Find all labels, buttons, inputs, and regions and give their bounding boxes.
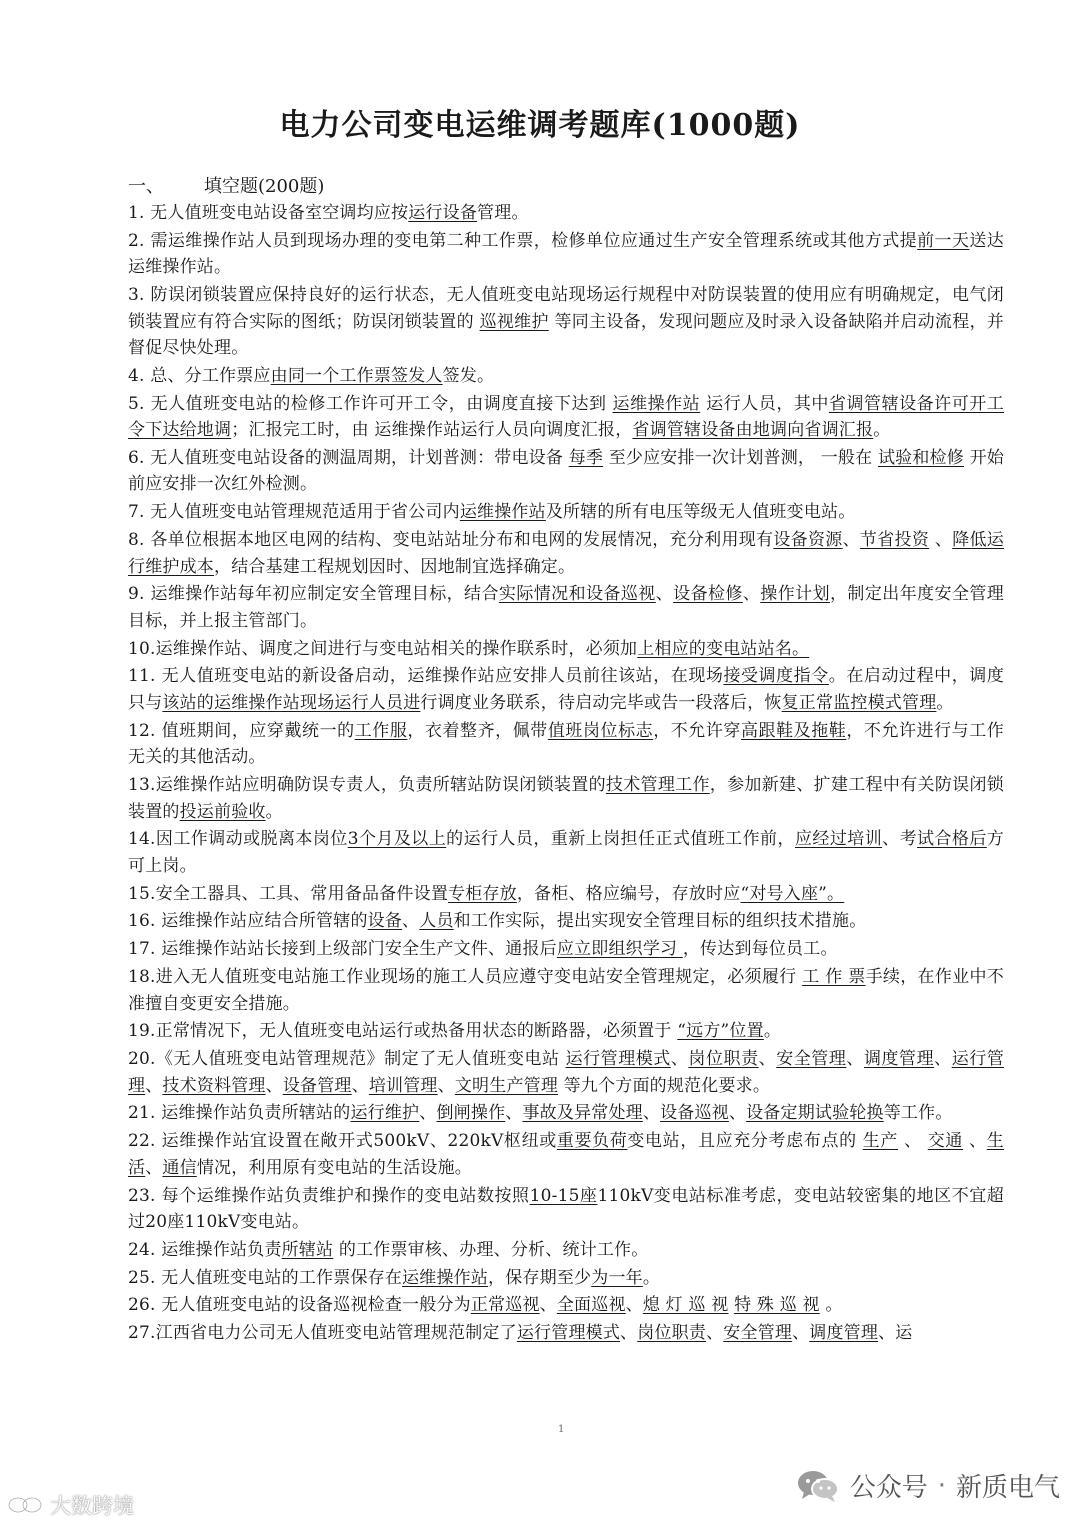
question-text: ，不允许进行与工作无关的其他活动。 xyxy=(128,720,1004,768)
question-text: 11. 无人值班变电站的新设备启动，运维操作站应安排人员前往该站，在现场 xyxy=(128,666,724,687)
question-text: 1. 无人值班变电站设备室空调均应按 xyxy=(128,203,409,223)
answer-blank: 通信 xyxy=(162,1157,197,1178)
watermark-prefix: 公众号 xyxy=(849,1473,928,1503)
answer-blank: 设备巡视 xyxy=(660,1103,729,1124)
wechat-icon xyxy=(796,1468,840,1504)
question-text: 等九个方面的规范化要求。 xyxy=(558,1075,771,1096)
answer-blank: 运维操作站 xyxy=(402,1267,489,1288)
question-item xyxy=(128,581,1004,634)
answer-blank: 试验和检修 xyxy=(877,447,964,468)
question-text: 21. 运维操作站负责所辖站的 xyxy=(128,1103,351,1124)
question-text: 、 xyxy=(505,1103,523,1124)
question-text: 2. 需运维操作站人员到现场办理的变电第二种工作票，检修单位应通过生产安全管理系统或其他方式提 xyxy=(128,230,918,251)
question-item xyxy=(128,964,1004,1017)
question-text: 19.正常情况下，无人值班变电站运行或热备用状态的断路器，必须置于 xyxy=(128,1021,678,1042)
question-text: 7. 无人值班变电站管理规范适用于省公司内 xyxy=(128,502,460,523)
answer-blank: 安全管理 xyxy=(776,1049,847,1070)
question-text: 20.《无人值班变电站管理规范》制定了无人值班变电站 xyxy=(128,1049,566,1070)
answer-blank: 复正常监控模式管理 xyxy=(781,692,937,713)
question-text: 、 xyxy=(145,1157,163,1178)
answer-blank: 生产 xyxy=(862,1131,899,1152)
answer-blank: 巡视维护 xyxy=(479,311,549,332)
answer-blank: 技术管理工作 xyxy=(605,775,710,796)
watermark-separator: · xyxy=(937,1470,946,1501)
chain-logo-icon xyxy=(6,1493,44,1517)
question-item xyxy=(128,772,1004,825)
question-text: 3. 防误闭锁装置应保持良好的运行状态，无人值班变电站现场运行规程中对防误装置的使用应有明确规定，电气闭锁装置应有符合实际的图纸；防误闭锁装置的 xyxy=(128,285,1004,332)
answer-blank: 10-15座 xyxy=(529,1185,598,1206)
question-text: 17. 运维操作站站长接到上级部门安全生产文件、通报后 xyxy=(128,939,557,960)
question-text: 、 xyxy=(620,1323,638,1344)
answer-blank: 文明生产管理 xyxy=(454,1075,559,1096)
question-text: 、 xyxy=(742,584,761,605)
question-text: 。在启动过程中，调度只与 xyxy=(128,666,1005,713)
question-text: 行调度业务联系，待启动完毕或告一段落后，恢 xyxy=(420,692,782,713)
answer-blank: 全面巡视 xyxy=(556,1295,626,1316)
question-text: 、 xyxy=(437,1075,455,1096)
question-item xyxy=(128,1265,1004,1292)
page-number: 1 xyxy=(558,1424,565,1435)
answer-blank: 接受调度指令 xyxy=(723,666,829,687)
answer-blank: 运行设备 xyxy=(408,203,478,223)
answer-blank: 降低运行维护成本 xyxy=(128,530,1005,577)
question-text: 、 xyxy=(758,1049,777,1070)
question-text: 15.安全工器具、工具、常用备品备件设置 xyxy=(128,883,449,904)
question-text: 、 xyxy=(728,1103,747,1124)
answer-blank: 运行管理模式 xyxy=(565,1049,671,1070)
answer-blank: 事故及异常处理 xyxy=(522,1103,643,1124)
section-heading xyxy=(128,172,324,198)
answer-blank: 高跟鞋及拖鞋 xyxy=(740,720,847,741)
question-item xyxy=(128,527,1004,580)
question-item xyxy=(128,445,1004,498)
question-item xyxy=(128,391,1004,444)
question-text: 。 xyxy=(763,1021,782,1042)
question-text: 8. 各单位根据本地区电网的结构、变电站站址分布和电网的发展情况，充分利用现有 xyxy=(128,530,774,551)
question-text: 至少应安排一次计划普测， 一般在 xyxy=(603,447,878,468)
answer-blank: 倒闸操作 xyxy=(436,1103,506,1124)
question-text: 。 xyxy=(819,1295,843,1316)
question-item xyxy=(128,282,1004,362)
question-text: 110kV变电站标准考虑，变电站较密集的地区不宜超过20座110kV变电站。 xyxy=(128,1185,1004,1233)
question-text: 、 xyxy=(625,1295,643,1316)
answer-blank: 技术资料管理 xyxy=(162,1075,266,1096)
question-item xyxy=(128,1292,1004,1319)
answer-blank: 所辖站 xyxy=(281,1239,334,1260)
question-text: ，备柜、格应编号，存放时应 xyxy=(516,883,741,904)
answer-blank: 每季 xyxy=(568,447,604,468)
answer-blank: 应立即组织学习 xyxy=(556,939,683,960)
question-text: 、 xyxy=(846,1049,864,1070)
answer-blank: 设备 xyxy=(367,911,403,932)
answer-blank: 岗位职责 xyxy=(688,1049,759,1070)
answer-blank: 专柜存放 xyxy=(448,883,517,904)
answer-blank: 重要负荷 xyxy=(556,1131,628,1152)
question-item xyxy=(128,1237,1004,1264)
question-text: ，保存期至少 xyxy=(488,1267,592,1288)
question-text: 、 xyxy=(351,1075,369,1096)
answer-blank: 熄 灯 巡 视 xyxy=(642,1295,729,1316)
question-text: 、 xyxy=(929,530,953,551)
question-list xyxy=(128,200,1004,1348)
question-item xyxy=(128,663,1004,716)
answer-blank: “对号入座”。 xyxy=(740,883,845,904)
answer-blank: 设备定期试验轮换 xyxy=(746,1103,884,1124)
answer-blank: 正常巡视 xyxy=(470,1295,540,1316)
question-text: 。 xyxy=(642,1267,661,1288)
answer-blank: 运行维护 xyxy=(350,1103,420,1124)
question-text: 、 xyxy=(539,1295,557,1316)
question-item xyxy=(128,363,1004,390)
question-text: 。 xyxy=(265,801,283,822)
answer-blank: 调度管理 xyxy=(863,1049,935,1070)
question-text: 。 xyxy=(873,420,891,441)
question-text: 5. 无人值班变电站的检修工作许可开工令，由调度直接下达到 xyxy=(128,393,613,414)
answer-blank: 岗位职责 xyxy=(637,1323,707,1344)
answer-blank: 应经过培训 xyxy=(794,829,883,850)
question-text: 、 xyxy=(842,530,860,551)
question-item xyxy=(128,636,1004,663)
question-text: 等工作。 xyxy=(883,1103,953,1124)
question-text: 、 xyxy=(402,911,420,932)
answer-blank: 操作计划 xyxy=(760,584,830,605)
question-text: 13.运维操作站应明确防误专责人，负责所辖站防误闭锁装置的 xyxy=(128,775,606,796)
answer-blank: 该站的运维操作站现场运行人员进 xyxy=(162,692,421,713)
answer-blank: 运行管理 xyxy=(128,1049,1005,1096)
question-text: 、 xyxy=(145,1075,163,1096)
question-item xyxy=(128,908,1004,935)
question-text: 、 xyxy=(963,1131,987,1152)
answer-blank: 调度管理 xyxy=(809,1323,879,1344)
answer-blank: 设备资源 xyxy=(773,530,843,551)
question-text: 运行人员，其中 xyxy=(700,393,829,414)
watermark-left-text: 大数跨境 xyxy=(50,1494,134,1518)
question-text: 27.江西省电力公司无人值班变电站管理规范制定了 xyxy=(128,1323,517,1344)
question-text: 22. 运维操作站宜设置在敞开式500kV、220kV枢纽或 xyxy=(128,1131,557,1152)
question-item xyxy=(128,228,1004,281)
question-text: 、 xyxy=(655,584,674,605)
question-text: 开始前应安排一次红外检测。 xyxy=(128,447,1004,495)
question-text: 情况，利用原有变电站的生活设施。 xyxy=(196,1157,473,1178)
question-text: 。 xyxy=(936,692,954,713)
answer-blank: 投运前验收 xyxy=(179,801,266,822)
question-text: 25. 无人值班变电站的工作票保存在 xyxy=(128,1267,403,1288)
question-text: 9. 运维操作站每年初应制定安全管理目标，结合 xyxy=(128,584,499,605)
question-text: 及所辖的所有电压等级无人值班变电站。 xyxy=(545,502,856,523)
question-text: 、 xyxy=(642,1103,661,1124)
answer-blank: 设备检修 xyxy=(673,584,743,605)
answer-blank: 由同一个工作票签发人 xyxy=(270,365,443,386)
answer-blank: 前一天 xyxy=(917,230,970,251)
question-text: 18.进入无人值班变电站施工作业现场的施工人员应遵守变电站安全管理规定，必须履行 xyxy=(128,967,803,988)
answer-blank: 3个月及以上 xyxy=(347,829,447,850)
watermark-account-name: 新质电气 xyxy=(955,1473,1060,1503)
question-text: ，传达到每位员工。 xyxy=(682,939,838,960)
question-item xyxy=(128,1046,1004,1099)
answer-blank: 安全管理 xyxy=(723,1323,793,1344)
question-text: 、运 xyxy=(878,1323,913,1344)
answer-blank: 省调管辖设备许可开工令下达给地调 xyxy=(128,393,1005,441)
question-text: 、考 xyxy=(882,829,918,850)
answer-blank: 节省投资 xyxy=(859,530,930,551)
question-text: ，参加新建、扩建工程中有关防误闭锁装置的 xyxy=(128,775,1004,822)
question-text: 的工作票审核、办理、分析、统计工作。 xyxy=(333,1239,649,1260)
question-text: 、 xyxy=(419,1103,437,1124)
answer-blank: 上相应的变电站站名。 xyxy=(637,638,810,659)
question-text: 10.运维操作站、调度之间进行与变电站相关的操作联系时，必须加 xyxy=(128,638,638,659)
question-text: 、 xyxy=(265,1075,283,1096)
question-text: 变电站，且应充分考虑布点的 xyxy=(627,1131,863,1152)
answer-blank: 运维操作站 xyxy=(459,502,546,523)
question-text: 16. 运维操作站应结合所管辖的 xyxy=(128,911,368,932)
answer-blank: 生活 xyxy=(128,1131,1004,1178)
question-text: 管理。 xyxy=(477,203,529,223)
answer-blank: 特 殊 巡 视 xyxy=(734,1295,820,1316)
question-text: 26. 无人值班变电站的设备巡视检查一般分为 xyxy=(128,1295,471,1316)
question-text: ；汇报完工时，由 运维操作站运行人员向调度汇报， xyxy=(231,420,633,441)
question-text: 签发。 xyxy=(442,365,495,386)
answer-blank: “远方”位置 xyxy=(677,1021,764,1042)
watermark-right xyxy=(796,1467,1060,1504)
answer-blank: 运维操作站 xyxy=(612,393,701,414)
question-text: 24. 运维操作站负责 xyxy=(128,1239,282,1260)
question-text: 等同主设备，发现问题应及时录入设备缺陷并启动流程，并督促尽快处理。 xyxy=(128,311,1004,359)
question-text: 23. 每个运维操作站负责维护和操作的变电站数按照 xyxy=(128,1185,530,1206)
watermark-left xyxy=(6,1490,134,1520)
question-text: 、 xyxy=(670,1049,689,1070)
question-text: 、 xyxy=(934,1049,952,1070)
question-item xyxy=(128,1320,1004,1347)
question-text: 6. 无人值班变电站设备的测温周期，计划普测：带电设备 xyxy=(128,447,569,468)
question-item xyxy=(128,1128,1004,1181)
question-text: 、 xyxy=(706,1323,724,1344)
question-text: ，衣着整齐，佩带 xyxy=(407,720,548,741)
question-text: 、 xyxy=(792,1323,810,1344)
question-text: 方可上岗。 xyxy=(128,829,1004,876)
question-text: 送达运维操作站。 xyxy=(128,230,1004,278)
question-text: 14.因工作调动或脱离本岗位 xyxy=(128,829,348,850)
question-text: 的运行人员，重新上岗担任正式值班工作前， xyxy=(446,829,795,850)
answer-blank: 交通 xyxy=(927,1131,964,1152)
answer-blank: 设备管理 xyxy=(282,1075,352,1096)
question-text: ，制定出年度安全管理目标，并上报主管部门。 xyxy=(128,584,1005,631)
answer-blank: 省调管辖设备由地调向省调汇报 xyxy=(632,420,874,441)
question-item xyxy=(128,718,1004,771)
answer-blank: 试合格后 xyxy=(917,829,987,850)
section-number: 一、 xyxy=(128,176,164,197)
question-item xyxy=(128,200,1004,227)
answer-blank: 培训管理 xyxy=(368,1075,438,1096)
question-item xyxy=(128,499,1004,526)
document-title: 电力公司变电运维调考题库(1000题) xyxy=(279,108,801,143)
question-item xyxy=(128,881,1004,908)
question-text: 手续，在作业中不准擅自变更安全措施。 xyxy=(128,967,1004,1014)
answer-blank: 实际情况和设备巡视 xyxy=(498,584,656,605)
question-text: ，不允许穿 xyxy=(653,720,741,741)
section-label: 填空题(200题) xyxy=(204,176,325,197)
question-item xyxy=(128,1100,1004,1127)
question-item xyxy=(128,1018,1004,1045)
answer-blank: 人员 xyxy=(419,911,454,932)
answer-blank: 运行管理模式 xyxy=(516,1323,621,1344)
question-text: 12. 值班期间，应穿戴统一的 xyxy=(128,720,355,741)
question-item xyxy=(128,936,1004,963)
question-text: 、 xyxy=(898,1131,928,1152)
question-item xyxy=(128,1183,1004,1236)
question-text: ，结合基建工程规划因时、因地制宜选择确定。 xyxy=(214,556,576,577)
question-text: 和工作实际，提出实现安全管理目标的组织技术措施。 xyxy=(453,911,867,932)
answer-blank: 为一年 xyxy=(591,1267,643,1288)
answer-blank: 工 作 票 xyxy=(802,967,866,988)
answer-blank: 值班岗位标志 xyxy=(547,720,654,741)
question-text: 4. 总、分工作票应 xyxy=(128,365,271,386)
question-item xyxy=(128,826,1004,879)
answer-blank: 工作服 xyxy=(354,720,408,741)
